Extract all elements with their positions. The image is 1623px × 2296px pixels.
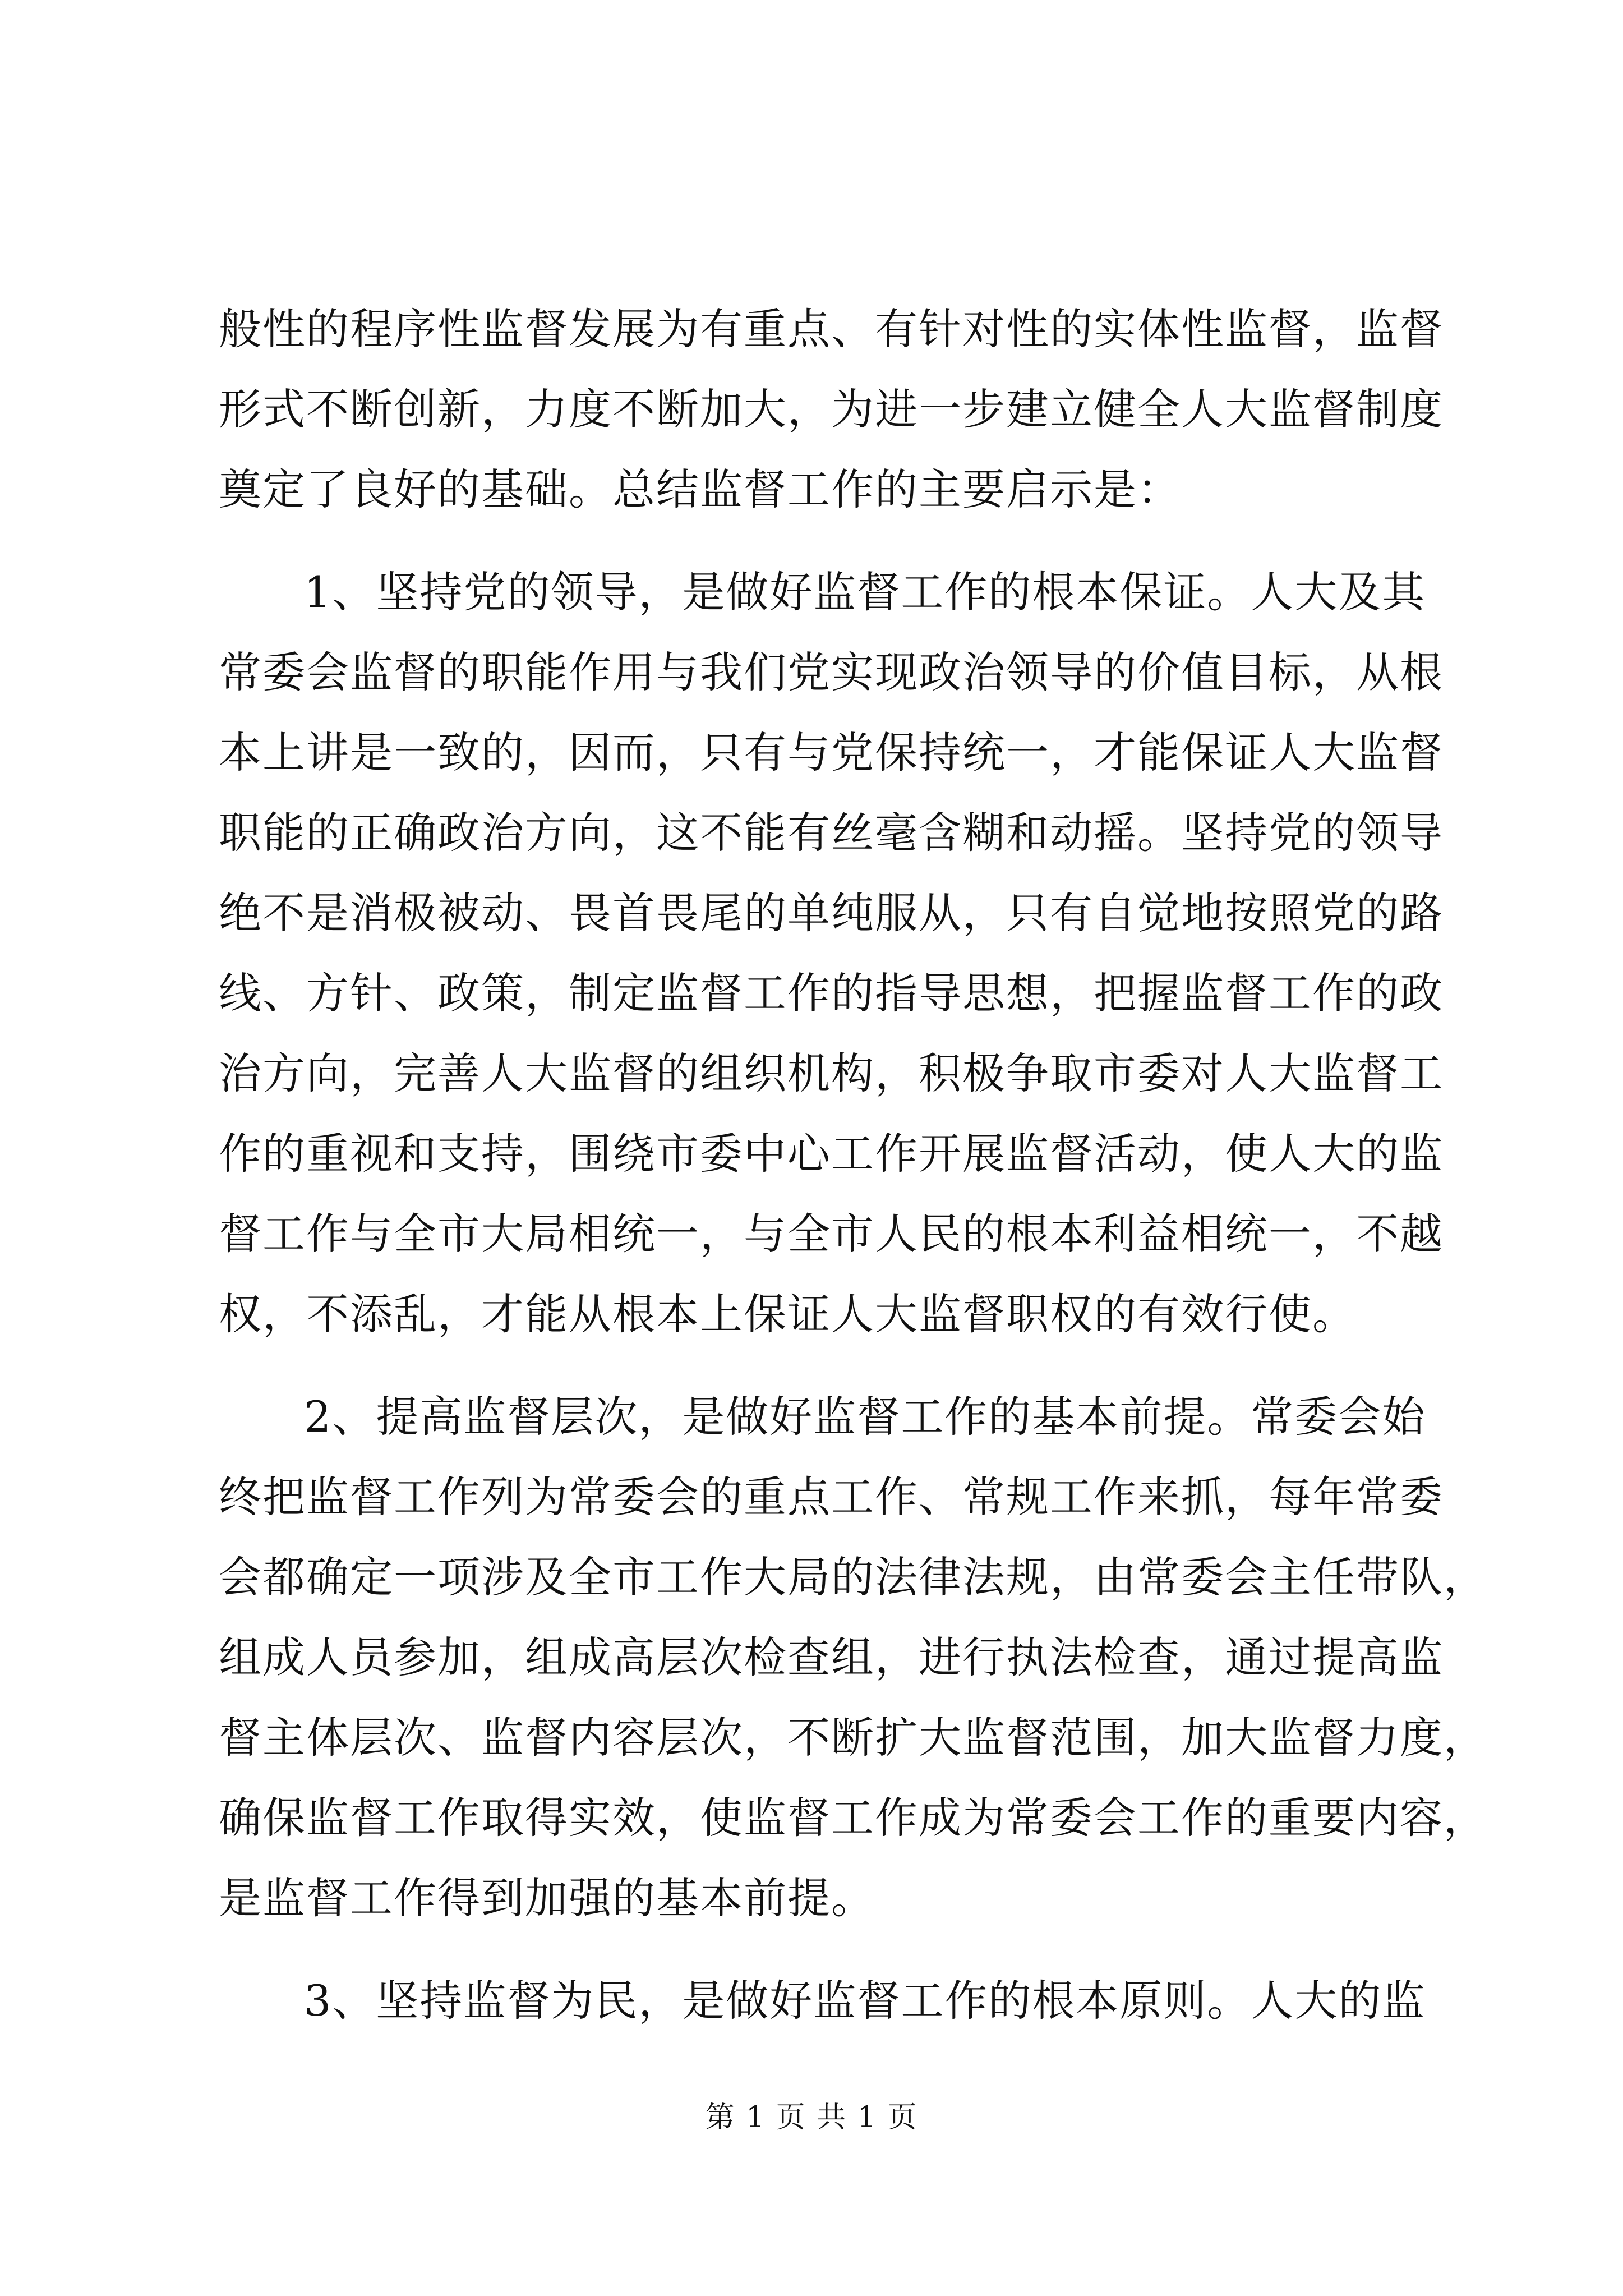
text-line: 职能的正确政治方向，这不能有丝毫含糊和动摇。坚持党的领导 [219, 808, 1444, 858]
text-line: 督主体层次、监督内容层次，不断扩大监督范围，加大监督力度， [219, 1713, 1487, 1763]
text-line: 3、坚持监督为民，是做好监督工作的根本原则。人大的监 [304, 1976, 1426, 2026]
text-line: 组成人员参加，组成高层次检查组，进行执法检查，通过提高监 [219, 1632, 1444, 1682]
text-line: 作的重视和支持，围绕市委中心工作开展监督活动，使人大的监 [219, 1129, 1444, 1179]
text-line: 形式不断创新，力度不断加大，为进一步建立健全人大监督制度 [219, 384, 1444, 434]
text-line: 1、坚持党的领导，是做好监督工作的根本保证。人大及其 [304, 567, 1426, 617]
document-body [219, 289, 1487, 2041]
text-line: 终把监督工作列为常委会的重点工作、常规工作来抓，每年常委 [219, 1472, 1444, 1522]
paragraph-spacer [219, 1938, 1419, 1961]
paragraph [219, 552, 1444, 1354]
text-line: 奠定了良好的基础。总结监督工作的主要启示是： [219, 464, 1181, 514]
paragraph [219, 1377, 1487, 1938]
paragraph-spacer [219, 1354, 1419, 1377]
paragraph [219, 1961, 1426, 2041]
text-line: 督工作与全市大局相统一，与全市人民的根本利益相统一，不越 [219, 1209, 1444, 1259]
text-line: 绝不是消极被动、畏首畏尾的单纯服从，只有自觉地按照党的路 [219, 888, 1444, 938]
page-number-footer: 第 1 页 共 1 页 [705, 2101, 918, 2134]
text-line: 般性的程序性监督发展为有重点、有针对性的实体性监督，监督 [219, 304, 1444, 354]
text-line: 2、提高监督层次，是做好监督工作的基本前提。常委会始 [304, 1392, 1426, 1442]
text-line: 是监督工作得到加强的基本前提。 [219, 1873, 875, 1923]
text-line: 确保监督工作取得实效，使监督工作成为常委会工作的重要内容， [219, 1793, 1487, 1843]
text-line: 会都确定一项涉及全市工作大局的法律法规，由常委会主任带队， [219, 1552, 1487, 1602]
text-line: 常委会监督的职能作用与我们党实现政治领导的价值目标，从根 [219, 647, 1444, 697]
text-line: 本上讲是一致的，因而，只有与党保持统一，才能保证人大监督 [219, 728, 1444, 777]
paragraph-spacer [219, 530, 1419, 552]
text-line: 线、方针、政策，制定监督工作的指导思想，把握监督工作的政 [219, 968, 1444, 1018]
text-line: 权，不添乱，才能从根本上保证人大监督职权的有效行使。 [219, 1289, 1356, 1339]
paragraph [219, 289, 1444, 530]
text-line: 治方向，完善人大监督的组织机构，积极争取市委对人大监督工 [219, 1048, 1444, 1098]
